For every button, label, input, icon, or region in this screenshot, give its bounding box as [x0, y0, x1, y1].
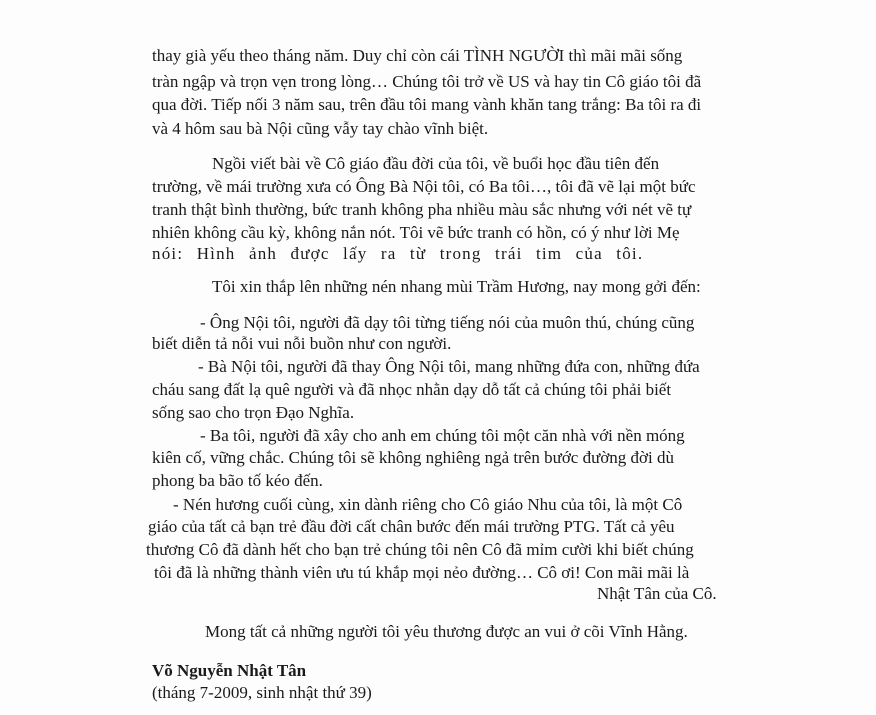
dedication3-line1: - Ba tôi, người đã xây cho anh em chúng tôi một căn nhà với nền móng	[200, 426, 685, 445]
dedication2-line2: cháu sang đất lạ quê người và đã nhọc nhằn dạy dỗ tất cả chúng tôi phải biết	[152, 380, 672, 399]
signature-name: Võ Nguyễn Nhật Tân	[152, 661, 307, 680]
dedication4-line4: tôi đã là những thành viên ưu tú khắp mọi nẻo đường… Cô ơi! Con mãi mãi là	[154, 563, 690, 582]
paragraph1-line1: thay già yếu theo tháng năm. Duy chỉ còn cái TÌNH NGƯỜI thì mãi mãi sống	[152, 46, 683, 65]
dedication3-line3: phong ba bão tố kéo đến.	[152, 471, 323, 490]
paragraph2-line2: trường, về mái trường xưa có Ông Bà Nội tôi, có Ba tôi…, tôi đã vẽ lại một bức	[152, 177, 696, 196]
dedication2-line3: sống sao cho trọn Đạo Nghĩa.	[152, 403, 355, 422]
paragraph2-line4: nhiên không cầu kỳ, không nắn nót. Tôi vẽ bức tranh có hồn, có ý như lời Mẹ	[152, 223, 680, 242]
paragraph2-line1: Ngồi viết bài về Cô giáo đầu đời của tôi, về buổi học đầu tiên đến	[212, 154, 660, 173]
dedication3-line2: kiên cố, vững chắc. Chúng tôi sẽ không nghiêng ngả trên bước đường đời dù	[152, 448, 675, 467]
paragraph3-line: Tôi xin thắp lên những nén nhang mùi Trầm Hương, nay mong gởi đến:	[212, 277, 701, 296]
dedication1-line2: biết diễn tả nỗi vui nỗi buồn như con người.	[152, 334, 452, 353]
paragraph1-line4: và 4 hôm sau bà Nội cũng vẫy tay chào vĩnh biệt.	[152, 119, 489, 138]
paragraph2-line5: nói: Hình ảnh được lấy ra từ trong trái tim của tôi.	[152, 244, 644, 263]
dedication4-line5: Nhật Tân của Cô.	[597, 584, 717, 603]
dedication4-line1: - Nén hương cuối cùng, xin dành riêng cho Cô giáo Nhu của tôi, là một Cô	[173, 495, 683, 514]
dedication4-line3: thương Cô đã dành hết cho bạn trẻ chúng tôi nên Cô đã mỉm cười khi biết chúng	[146, 540, 694, 559]
signature-date: (tháng 7-2009, sinh nhật thứ 39)	[152, 683, 372, 702]
paragraph1-line2: tràn ngập và trọn vẹn trong lòng… Chúng tôi trở về US và hay tin Cô giáo tôi đã	[152, 72, 702, 91]
dedication2-line1: - Bà Nội tôi, người đã thay Ông Nội tôi, mang những đứa con, những đứa	[198, 357, 700, 376]
dedication4-line2: giáo của tất cả bạn trẻ đầu đời cất chân bước đến mái trường PTG. Tất cả yêu	[148, 517, 675, 536]
paragraph2-line3: tranh thật bình thường, bức tranh không pha nhiều màu sắc nhưng với nét vẽ tự	[152, 200, 692, 219]
paragraph1-line3: qua đời. Tiếp nối 3 năm sau, trên đầu tôi mang vành khăn tang trắng: Ba tôi ra đi	[152, 95, 702, 114]
dedication1-line1: - Ông Nội tôi, người đã dạy tôi từng tiếng nói của muôn thú, chúng cũng	[200, 313, 695, 332]
closing-line: Mong tất cả những người tôi yêu thương được an vui ở cõi Vĩnh Hằng.	[205, 622, 688, 641]
